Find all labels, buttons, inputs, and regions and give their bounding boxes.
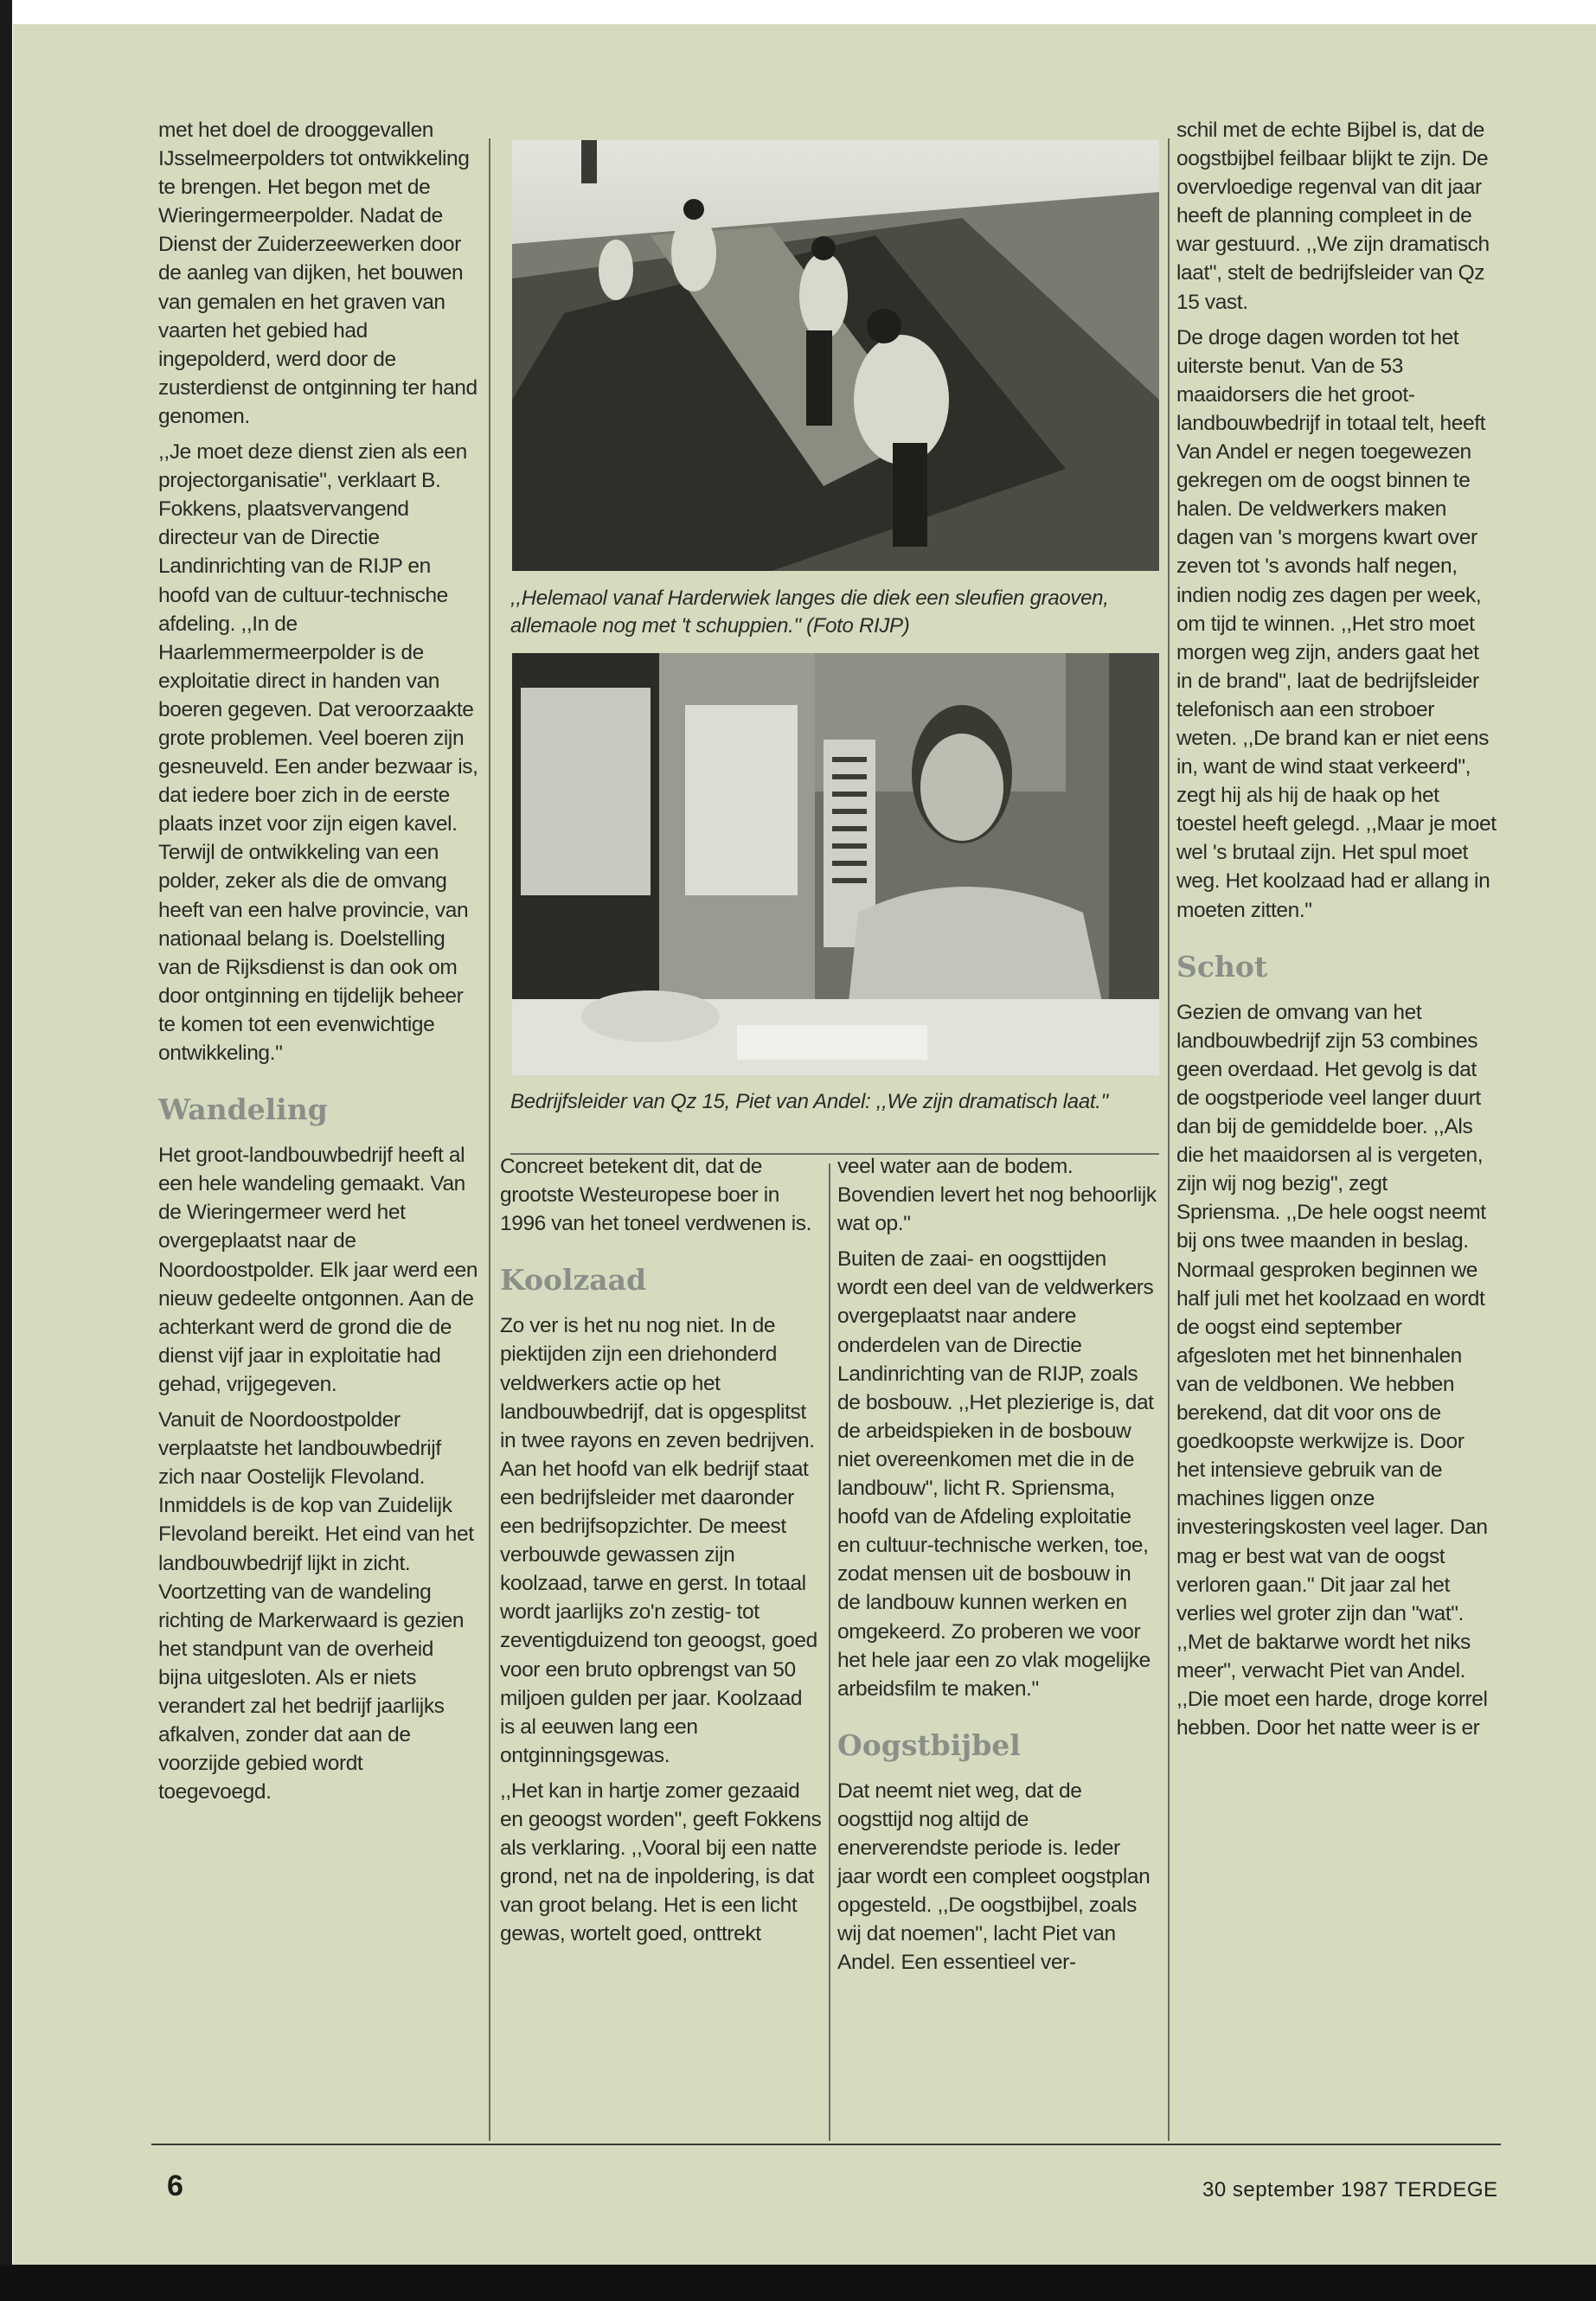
paragraph: veel water aan de bodem. Bovendien levert het nog behoorlijk wat op." xyxy=(837,1155,1157,1236)
page-number: 6 xyxy=(167,2170,183,2202)
photo-piet-van-andel-image xyxy=(512,653,1159,1075)
section-heading-oogstbijbel: Oogstbijbel xyxy=(837,1727,1021,1762)
paragraph: Dat neemt niet weg, dat de oogsttijd nog altijd de enerverendste periode is. Ieder jaar wordt een compleet oogstplan opgesteld. ,,De oogstbijbel, zoals wij dat noemen", lacht Piet van Andel. Een essentieel ver- xyxy=(837,1779,1151,1975)
paragraph: schil met de echte Bijbel is, dat de oogstbijbel feilbaar blijkt te zijn. De overvloedige regenval van dit jaar heeft de planning compleet in de war gestuurd. ,,We zijn dramatisch laat", stelt de bedrijfsleider van Qz 15 vast. xyxy=(1176,119,1490,314)
footer-rule xyxy=(151,2144,1501,2145)
photo-caption-bottom: Bedrijfsleider van Qz 15, Piet van Andel: ,,We zijn dramatisch laat." xyxy=(510,1090,1108,1113)
paragraph: ,,Je moet deze dienst zien als een projectorganisatie", verklaart B. Fokkens, plaatsvervangend directeur van de Directie Landinrichting van de RIJP en hoofd van de cultuur-technische afdeling. ,,In de Haarlemmermeerpolder is de exploitatie direct in handen van boeren gegeven. Dat veroorzaakte grote problemen. Veel boeren zijn gesneuveld. Een ander bezwaar is, dat iedere boer zich in de eerste plaats inzet voor zijn eigen kavel. Terwijl de ontwikkeling van een polder, zeker als die de omvang heeft van een halve provincie, van nationaal belang is. Doelstelling van de Rijksdienst is dan ook om door ontginning en tijdelijk beheer te komen tot een evenwichtige ontwikkeling." xyxy=(158,440,478,1065)
column-divider xyxy=(829,1163,830,2141)
section-heading-koolzaad: Koolzaad xyxy=(500,1263,647,1298)
section-heading-wandeling: Wandeling xyxy=(158,1093,328,1127)
paragraph: Buiten de zaai- en oogsttijden wordt een deel van de veldwerkers overgeplaatst naar andere onderdelen van de Directie Landinrichting van de RIJP, zoals de bosbouw. ,,Het plezierige is, dat de arbeidspieken in de bosbouw niet overeenkomen met die in de landbouw", licht R. Spriensma, hoofd van de Afdeling exploitatie en cultuur-technische werken, toe, zodat mensen uit de bosbouw in de landbouw kunnen werken en omgekeerd. Zo proberen we voor het hele jaar een zo vlak mogelijke arbeidsfilm te maken." xyxy=(837,1247,1154,1701)
article-column-2 xyxy=(500,1152,822,1955)
section-heading-schot: Schot xyxy=(1176,949,1268,984)
photo-workers-digging-image xyxy=(512,140,1159,571)
article-column-4 xyxy=(1176,116,1497,1749)
article-column-3 xyxy=(837,1152,1157,1984)
photo-caption-top: ,,Helemaol vanaf Harderwiek langes die diek een sleufien graoven, allemaole nog met 't schuppien." (Foto RIJP) xyxy=(510,586,1109,638)
paragraph: met het doel de drooggevallen IJsselmeerpolders tot ontwikkeling te brengen. Het begon met de Wieringermeerpolder. Nadat de Dienst der Zuiderzeewerken door de aanleg van dijken, het bouwen van gemalen en het graven van vaarten het gebied had ingepolderd, werd door de zusterdienst de ontginning ter hand genomen. xyxy=(158,119,478,428)
paragraph: Het groot-landbouwbedrijf heeft al een hele wandeling gemaakt. Van de Wieringermeer werd het overgeplaatst naar de Noordoostpolder. Elk jaar werd een nieuw gedeelte ontgonnen. Aan de achterkant werd de grond die de dienst vijf jaar in exploitatie had gehad, vrijgegeven. xyxy=(158,1144,478,1396)
issue-date: 30 september 1987 TERDEGE xyxy=(1202,2178,1498,2202)
paragraph: Concreet betekent dit, dat de grootste Westeuropese boer in 1996 van het toneel verdwenen is. xyxy=(500,1155,812,1236)
photo-piet-van-andel xyxy=(512,653,1159,1075)
column-divider xyxy=(1168,138,1170,2141)
article-column-1 xyxy=(158,116,480,1813)
column-divider xyxy=(489,138,490,2141)
photo-workers-digging xyxy=(512,140,1159,571)
paragraph: De droge dagen worden tot het uiterste benut. Van de 53 maaidorsers die het groot-landbouwbedrijf in totaal telt, heeft Van Andel er negen toegewezen gekregen om de oogst binnen te halen. De veldwerkers maken dagen van 's morgens kwart over zeven tot 's avonds half negen, indien nodig zes dagen per week, om tijd te winnen. ,,Het stro moet morgen weg zijn, anders gaat het in de brand", laat de bedrijfsleider telefonisch aan een stroboer weten. ,,De brand kan er niet eens in, want de wind staat verkeerd", zegt hij als hij de haak op het toestel heeft gelegd. ,,Maar je moet wel 's brutaal zijn. Het spul moet weg. Het koolzaad had er allang in moeten zitten." xyxy=(1176,325,1497,922)
bottom-edge-shadow xyxy=(0,2265,1596,2301)
paragraph: Vanuit de Noordoostpolder verplaatste het landbouwbedrijf zich naar Oostelijk Flevoland. Inmiddels is de kop van Zuidelijk Flevoland bereikt. Het eind van het landbouwbedrijf lijkt in zicht. Voortzetting van de wandeling richting de Markerwaard is gezien het standpunt van de overheid bijna uitgesloten. Als er niets verandert zal het bedrijf jaarlijks afkalven, zonder dat aan de voorzijde gebied wordt toegevoegd. xyxy=(158,1408,474,1804)
paragraph: Zo ver is het nu nog niet. In de piektijden zijn een driehonderd veldwerkers actie op het landbouwbedrijf, dat is opgesplitst in twee rayons en zeven bedrijven. Aan het hoofd van elk bedrijf staat een bedrijfsleider met daaronder een bedrijfsopzichter. De meest verbouwde gewassen zijn koolzaad, tarwe en gerst. In totaal wordt jaarlijks zo'n zestig- tot zeventigduizend ton geoogst, goed voor een bruto opbrengst van 50 miljoen gulden per jaar. Koolzaad is al eeuwen lang een ontginningsgewas. xyxy=(500,1314,817,1767)
paragraph: ,,Het kan in hartje zomer gezaaid en geoogst worden", geeft Fokkens als verklaring. ,,Vooral bij een natte grond, net na de inpoldering, is dat van groot belang. Het is een licht gewas, wortelt goed, onttrekt xyxy=(500,1779,822,1946)
left-edge-shadow xyxy=(0,0,12,2301)
paragraph: Gezien de omvang van het landbouwbedrijf zijn 53 combines geen overdaad. Het gevolg is dat de oogstperiode veel langer duurt dan bij de gemiddelde boer. ,,Als die het maaidorsen al is vergeten, zijn wij nog bezig", zegt Spriensma. ,,De hele oogst neemt bij ons twee maanden in beslag. Normaal gesproken beginnen we half juli met het koolzaad en wordt de oogst eind september afgesloten met het binnenhalen van de veldbonen. We hebben berekend, dat dit voor ons de goedkoopste werkwijze is. Door het intensieve gebruik van de machines liggen onze investeringskosten veel lager. Dan mag er best wat van de oogst verloren gaan." Dit jaar zal het verlies wel groter zijn dan "wat". ,,Met de baktarwe wordt het niks meer", verwacht Piet van Andel. ,,Die moet een harde, droge korrel hebben. Door het natte weer is er xyxy=(1176,1000,1488,1740)
